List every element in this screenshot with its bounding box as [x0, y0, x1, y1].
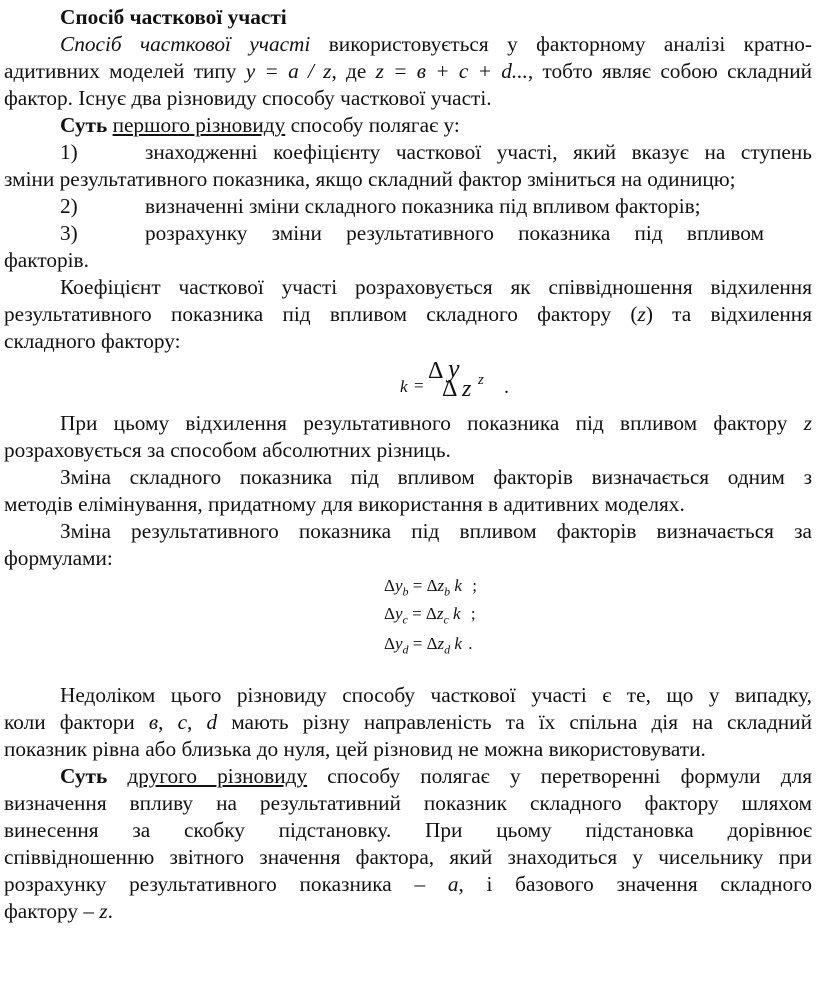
para6-line1-text: Зміна результативного показника під впливом факторів визначається за	[60, 519, 812, 543]
list-item-1-cont	[4, 166, 812, 193]
formula-k-eq: =	[414, 376, 424, 395]
para5-line2	[4, 491, 812, 518]
eq-d-z: z	[437, 634, 445, 653]
formula-k-delta-top: Δ	[428, 358, 444, 384]
eq-b-k: k	[454, 576, 462, 595]
eq-c-sub: c	[402, 612, 408, 627]
formula-k-y: y	[448, 354, 460, 383]
title-text: Спосіб часткової участі	[60, 5, 287, 29]
para5-line1	[4, 464, 812, 491]
eq-b-y: y	[394, 576, 403, 595]
para7-line2-a: коли фактори	[4, 710, 149, 734]
para3-line2-a: результативного показника під впливом складного фактору (	[4, 302, 638, 326]
para7-factor-d: d	[206, 710, 218, 734]
eq-b-delta: Δ	[384, 576, 395, 595]
para8-line6-b: .	[107, 899, 113, 923]
para8-underlined: другого різновиду	[127, 764, 308, 788]
para3-line1-text: Коефіцієнт часткової участі розраховується як співвідношення відхилення	[60, 275, 812, 299]
eq-d-sub2: d	[444, 642, 451, 657]
para8-line4-text: співвідношенню звітного значення фактора, який знаходиться у чисельнику при	[4, 845, 812, 869]
para2-underlined: першого різновиду	[112, 113, 286, 137]
para4-line2-text: розраховується за способом абсолютних різниць.	[4, 438, 451, 462]
eq-b-end: ;	[472, 576, 477, 595]
para7-line1	[4, 682, 812, 709]
para7-line2-b: мають різну направленість та їх спільна дія на складний	[217, 710, 812, 734]
para1-line2-b: , де	[331, 59, 376, 83]
list-num-3: 3)	[60, 221, 78, 245]
para4-var: z	[803, 411, 812, 435]
para1-line2-a: адитивних моделей типу	[4, 59, 246, 83]
formula-k-z: z	[462, 376, 472, 402]
section-title	[4, 4, 812, 31]
list-1-line1: знаходженні коефіцієнту часткової участі, який вказує на ступень	[145, 140, 812, 164]
list-item-2	[4, 193, 812, 220]
para8-line3-text: винесення за скобку підстановку. При цьому підстановка дорівнює	[4, 818, 812, 842]
list-num-1: 1)	[60, 140, 78, 164]
para3-var: z	[637, 302, 646, 326]
eq-c-eq: =	[412, 604, 422, 623]
formula-k-sub: z	[478, 372, 484, 388]
para8-line5-a: розрахунку результативного показника –	[4, 872, 448, 896]
list-item-3	[4, 220, 764, 247]
para7-line2	[4, 709, 812, 736]
para2-line1	[4, 112, 812, 139]
para8-line5-b: , і базового значення складного	[458, 872, 812, 896]
eq-c-sub2: c	[443, 612, 449, 627]
para1-line3-text: фактор. Існує два різновиду способу часткової участі.	[4, 86, 492, 110]
para3-line2-b: ) та відхилення	[645, 302, 812, 326]
para7-comma1: ,	[158, 710, 178, 734]
list-3-line2: факторів.	[4, 248, 89, 272]
eq-b-eq: =	[412, 576, 423, 595]
para5-line2-text: методів елімінування, придатному для використання в адитивних моделях.	[4, 492, 685, 516]
formula-k-var: k	[400, 377, 408, 396]
para5-line1-text: Зміна складного показника під впливом факторів визначається одним з	[60, 465, 812, 489]
para1-line3	[4, 85, 812, 112]
para1-line1	[4, 31, 812, 58]
para7-comma2: ,	[187, 710, 207, 734]
eq-d-eq: =	[412, 634, 423, 653]
eq-d-y: y	[394, 634, 403, 653]
equation-c	[384, 604, 476, 627]
list-item-3-cont	[4, 247, 812, 274]
para4-line1-a: При цьому відхилення результативного показника під впливом фактору	[60, 411, 804, 435]
eq-c-k: k	[453, 604, 461, 623]
para8-line1-rest: способу полягає у перетворенні формули для	[307, 764, 813, 788]
para8-var-a: а	[447, 872, 459, 896]
para6-line2-text: формулами:	[4, 546, 113, 570]
para7-line1-text: Недоліком цього різновиду способу часткової участі є те, що у випадку,	[60, 683, 812, 707]
list-item-1	[4, 139, 812, 166]
para2-rest: способу полягає у:	[285, 113, 460, 137]
para8-bold: Суть	[60, 764, 108, 788]
para8-line2-text: визначення впливу на результативний показник складного фактору шляхом	[4, 791, 812, 815]
para3-line2	[4, 301, 812, 328]
para7-factor-v: в	[148, 710, 159, 734]
para8-line6-a: фактору –	[4, 899, 100, 923]
para6-line2	[4, 545, 812, 572]
para6-line1	[4, 518, 812, 545]
list-3-line1: розрахунку зміни результативного показника під впливом	[145, 221, 764, 245]
eq-c-delta2: Δ	[425, 604, 437, 623]
para1-line2-c: , тобто являє собою складний	[527, 59, 813, 83]
list-num-2: 2)	[60, 194, 78, 218]
para1-line2	[4, 58, 812, 85]
formula-k	[398, 354, 538, 408]
eq-c-z: z	[436, 604, 444, 623]
eq-d-end: .	[468, 634, 473, 653]
eq-b-sub: b	[402, 584, 409, 599]
eq-c-end: ;	[470, 604, 476, 623]
para2-bold: Суть	[60, 113, 108, 137]
eq-d-k: k	[454, 634, 462, 653]
para3-line1	[4, 274, 812, 301]
para7-factor-c: с	[177, 710, 188, 734]
equation-b	[384, 576, 477, 599]
para1-line1-text: використовується у факторному аналізі кратно-	[310, 32, 812, 56]
para8-line3	[4, 817, 812, 844]
para8-line6	[4, 898, 812, 925]
para3-line3	[4, 328, 812, 355]
eq-b-sub2: b	[444, 584, 451, 599]
eq-d-delta: Δ	[384, 634, 395, 653]
para4-line1	[4, 410, 812, 437]
eq-c-y: y	[394, 604, 403, 623]
eq-b-delta2: Δ	[426, 576, 438, 595]
para8-line2	[4, 790, 812, 817]
eq-c-delta: Δ	[384, 604, 395, 623]
para8-line1	[4, 763, 812, 790]
list-1-line2: зміни результативного показника, якщо складний фактор зміниться на одиницю;	[4, 167, 736, 191]
para8-var-z: z	[99, 899, 108, 923]
eq-d-sub: d	[402, 642, 409, 657]
para7-line3-text: показник рівна або близька до нуля, цей різновид не можна використовувати.	[4, 737, 706, 761]
formula-y: y = a / z	[245, 59, 332, 83]
eq-b-z: z	[437, 576, 445, 595]
para8-line4	[4, 844, 812, 871]
equation-d	[384, 634, 472, 657]
para8-line5	[4, 871, 812, 898]
para3-line3-text: складного фактору:	[4, 329, 181, 353]
formula-k-end: .	[504, 376, 509, 398]
term-italic: Спосіб часткової участі	[60, 32, 311, 56]
list-2-line1: визначенні зміни складного показника під впливом факторів;	[145, 194, 701, 218]
formula-k-delta-bottom: Δ	[442, 376, 458, 402]
para4-line2	[4, 437, 812, 464]
formula-z: z = в + с + d...	[375, 59, 528, 83]
para7-line3	[4, 736, 812, 763]
eq-d-delta2: Δ	[426, 634, 438, 653]
